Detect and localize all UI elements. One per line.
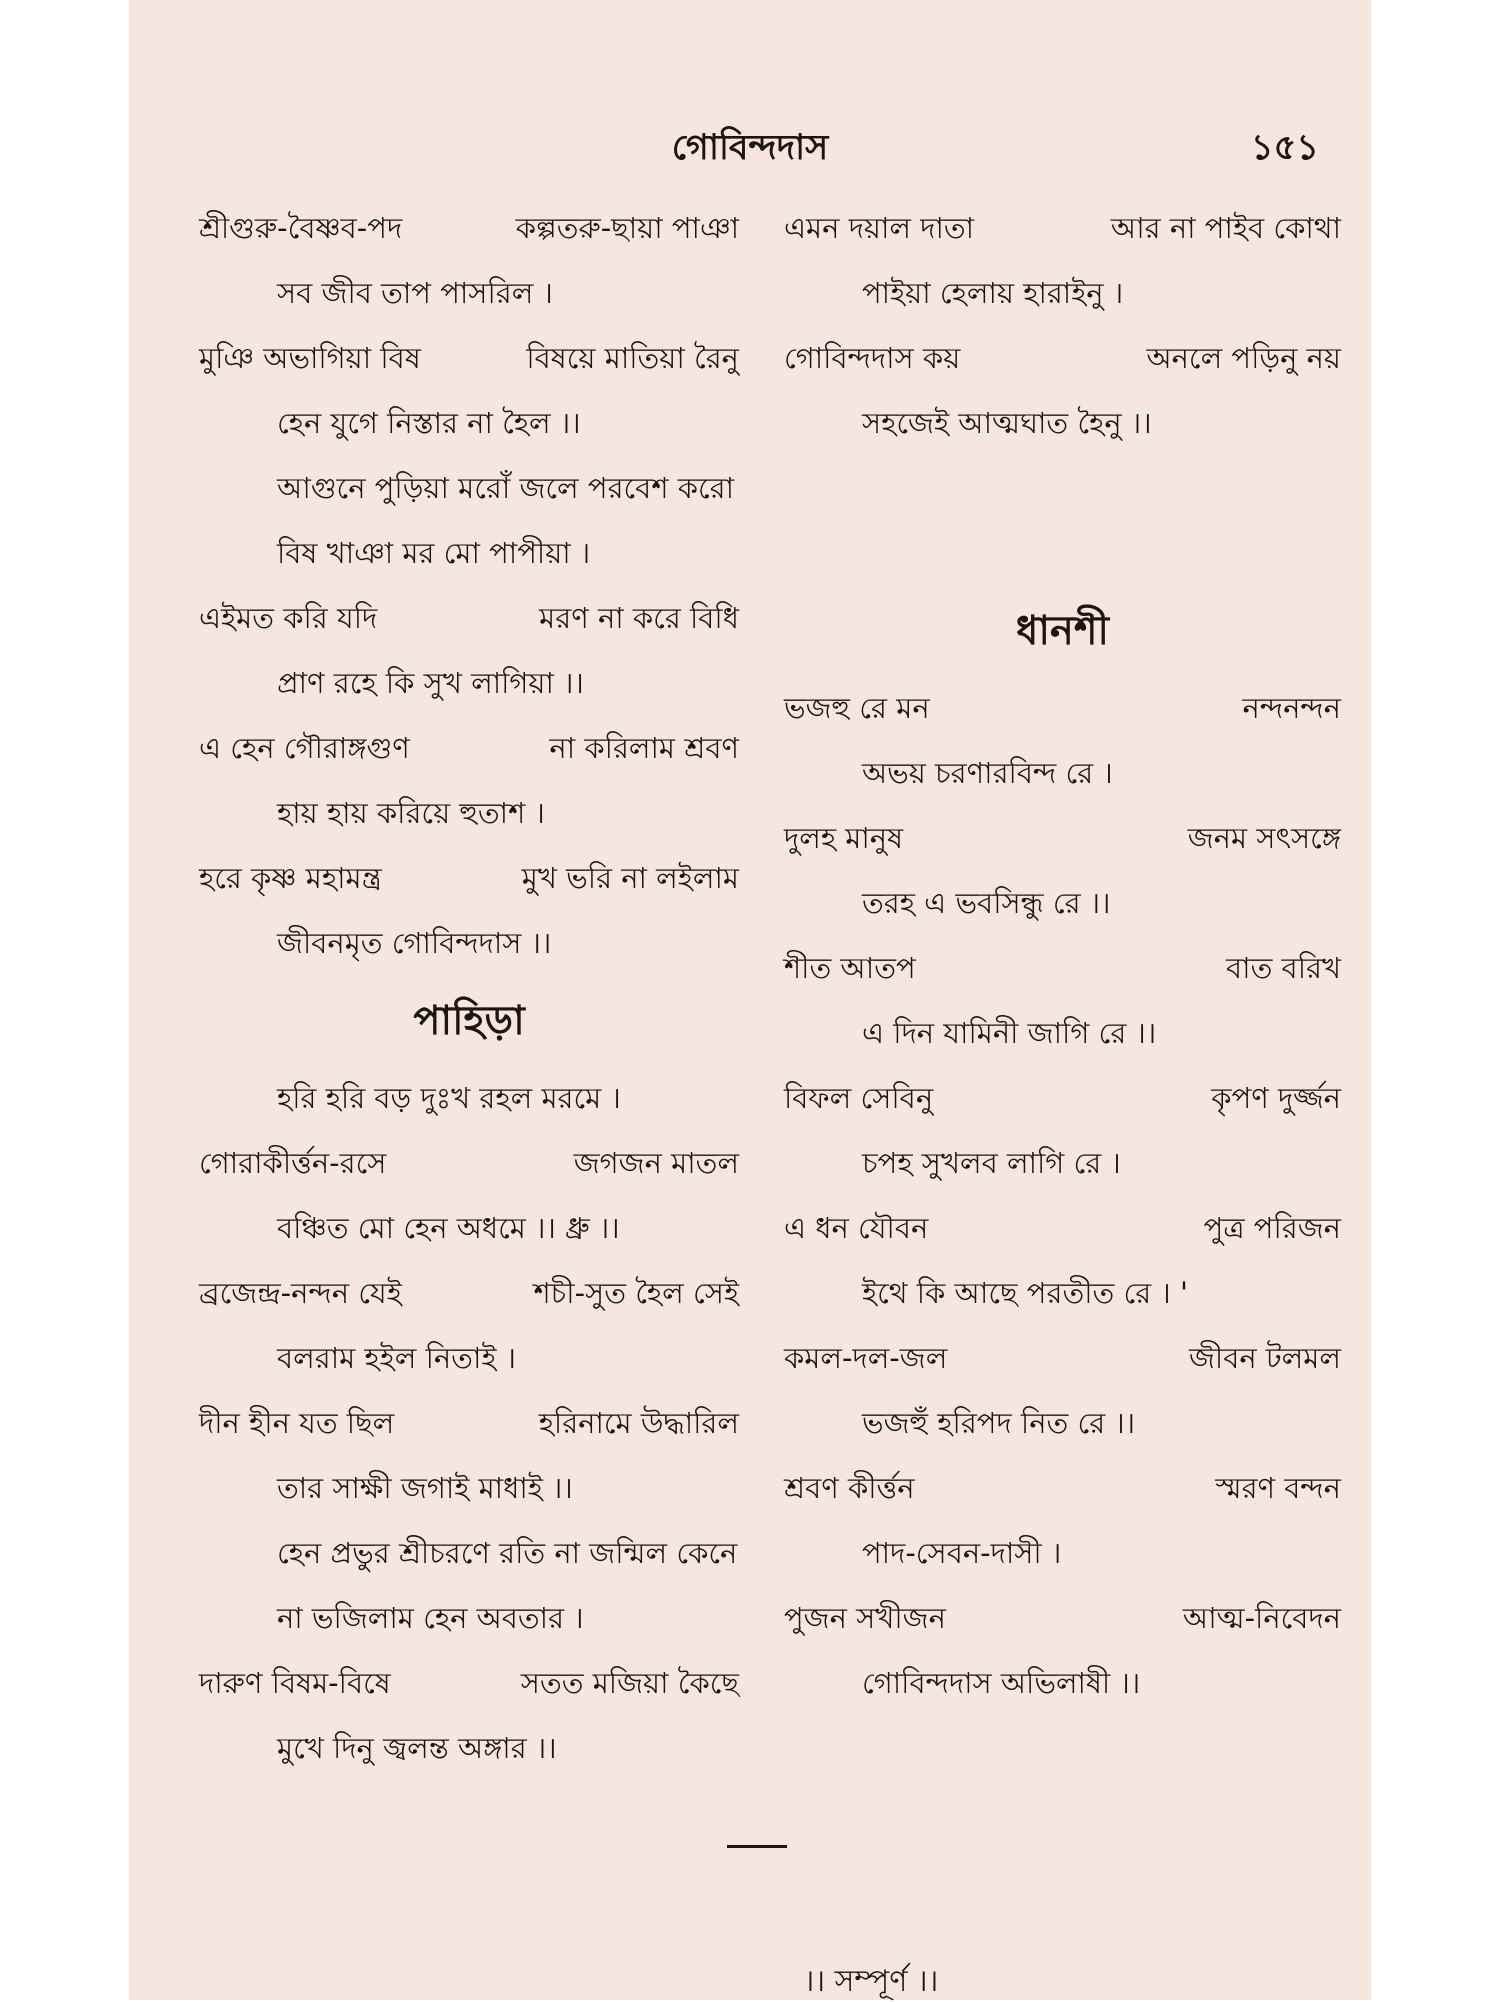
verse-first-half: হরে কৃষ্ণ মহামন্ত্র (199, 861, 382, 895)
verse-text: জীবনমৃত গোবিন্দদাস ।। (277, 926, 552, 960)
verse-line (784, 326, 1341, 391)
verse-line (199, 781, 739, 846)
verse-first-half: মুঞি অভাগিয়া বিষ (199, 341, 421, 375)
verse-line (199, 716, 739, 781)
verse-second-half: সতত মজিয়া কৈছে (520, 1666, 739, 1700)
verse-second-half: হরিনামে উদ্ধারিল (538, 1406, 739, 1440)
verse-text: হেন যুগে নিস্তার না হৈল ।। (277, 406, 581, 440)
verse-text: মুখে দিনু জ্বলন্ত অঙ্গার ।। (277, 1731, 557, 1765)
verse-line (784, 1196, 1341, 1261)
verse-line (199, 586, 739, 651)
verse-second-half: মুখ ভরি না লইলাম (521, 861, 739, 895)
verse-line (784, 196, 1341, 261)
verse-text: আগুনে পুড়িয়া মরোঁ জলে পরবেশ করো (277, 471, 734, 505)
section-heading: ধানশী (1015, 608, 1109, 654)
verse-second-half: নন্দনন্দন (1242, 691, 1341, 725)
verse-line (784, 1066, 1341, 1131)
verse-line (199, 326, 739, 391)
verse-first-half: এইমত করি যদি (199, 601, 378, 635)
verse-first-half: গোরাকীর্ত্তন-রসে (199, 1146, 387, 1180)
verse-text: বঞ্চিত মো হেন অধমে ।। ধ্রু ।। (277, 1211, 620, 1245)
verse-line (199, 196, 739, 261)
verse-line (784, 1456, 1341, 1521)
verse-line (199, 391, 739, 456)
verse-second-half: শচী-সুত হৈল সেই (533, 1276, 739, 1310)
verse-first-half: পুজন সখীজন (784, 1601, 946, 1635)
verse-line (784, 741, 1341, 806)
verse-line (784, 1131, 1341, 1196)
verse-text: তরহ এ ভবসিন্ধু রে ।। (862, 886, 1111, 920)
verse-text: এ দিন যামিনী জাগি রে ।। (862, 1016, 1157, 1050)
verse-text: ভজহুঁ হরিপদ নিত রে ।। (862, 1406, 1136, 1440)
verse-line (199, 521, 739, 586)
verse-line (199, 1716, 739, 1781)
verse-first-half: কমল-দল-জল (784, 1341, 948, 1375)
running-title: গোবিন্দদাস (671, 128, 829, 168)
verse-text: চপহ সুখলব লাগি রে । (862, 1146, 1121, 1180)
verse-second-half: অনলে পড়িনু নয় (1146, 341, 1341, 375)
verse-second-half: জীবন টলমল (1188, 1341, 1341, 1375)
verse-first-half: এ ধন যৌবন (784, 1211, 929, 1245)
verse-second-half: না করিলাম শ্রবণ (549, 731, 739, 765)
verse-second-half: বিষয়ে মাতিয়া রৈনু (526, 341, 739, 375)
verse-line (199, 846, 739, 911)
verse-second-half: আর না পাইব কোথা (1110, 211, 1341, 245)
verse-line (784, 1651, 1341, 1716)
verse-second-half: স্মরণ বন্দন (1215, 1471, 1341, 1505)
book-page (129, 0, 1371, 2000)
verse-second-half: বাত বরিখ (1226, 951, 1341, 985)
verse-second-half: কৃপণ দুর্জ্জন (1211, 1081, 1341, 1115)
verse-line (199, 1651, 739, 1716)
verse-text: বিষ খাঞা মর মো পাপীয়া । (277, 536, 591, 570)
verse-text: গোবিন্দদাস অভিলাষী ।। (862, 1666, 1141, 1700)
verse-second-half: জনম সৎসঙ্গে (1187, 821, 1341, 855)
verse-first-half: বিফল সেবিনু (784, 1081, 934, 1115)
verse-line (199, 1261, 739, 1326)
verse-first-half: দারুণ বিষম-বিষে (199, 1666, 391, 1700)
verse-text: সব জীব তাপ পাসরিল । (277, 276, 553, 310)
verse-text: ইথে কি আছে পরতীত রে । ' (862, 1276, 1188, 1310)
verse-line (199, 261, 739, 326)
left-column (199, 196, 739, 1781)
verse-first-half: এমন দয়াল দাতা (784, 211, 975, 245)
page-number: ১৫১ (1250, 128, 1319, 168)
section-heading: পাহিড়া (413, 998, 525, 1044)
blank-space (784, 521, 1341, 586)
verse-line (784, 391, 1341, 456)
verse-line (784, 261, 1341, 326)
verse-line (199, 1326, 739, 1391)
verse-line (784, 676, 1341, 741)
verse-second-half: আত্ম-নিবেদন (1182, 1601, 1341, 1635)
verse-second-half: জগজন মাতল (573, 1146, 739, 1180)
verse-first-half: শ্রবণ কীর্ত্তন (784, 1471, 915, 1505)
verse-line (784, 1261, 1341, 1326)
verse-line (199, 1521, 739, 1586)
verse-text: তার সাক্ষী জগাই মাধাই ।। (277, 1471, 573, 1505)
verse-second-half: মরণ না করে বিধি (539, 601, 739, 635)
verse-first-half: এ হেন গৌরাঙ্গগুণ (199, 731, 410, 765)
verse-line (199, 911, 739, 976)
verse-line (199, 1586, 739, 1651)
verse-line (784, 871, 1341, 936)
verse-first-half: দীন হীন যত ছিল (199, 1406, 395, 1440)
verse-line (199, 1456, 739, 1521)
verse-line (784, 1521, 1341, 1586)
verse-first-half: শ্রীগুরু-বৈষ্ণব-পদ (199, 211, 403, 245)
verse-first-half: ভজহু রে মন (784, 691, 930, 725)
verse-second-half: কল্পতরু-ছায়া পাঞা (515, 211, 739, 245)
page-header (129, 112, 1371, 172)
verse-line (784, 1326, 1341, 1391)
blank-space (784, 456, 1341, 521)
verse-text: অভয় চরণারবিন্দ রে । (862, 756, 1113, 790)
verse-text: বলরাম হইল নিতাই । (277, 1341, 517, 1375)
verse-line (199, 1131, 739, 1196)
verse-line (784, 806, 1341, 871)
verse-line (784, 1391, 1341, 1456)
verse-text: হায় হায় করিয়ে হুতাশ । (277, 796, 545, 830)
verse-line (199, 456, 739, 521)
verse-text: পাদ-সেবন-দাসী । (862, 1536, 1062, 1570)
verse-line (199, 1066, 739, 1131)
verse-line (199, 1196, 739, 1261)
verse-line (784, 1586, 1341, 1651)
verse-text: হরি হরি বড় দুঃখ রহল মরমে । (277, 1081, 621, 1115)
section-divider-dash (727, 1845, 787, 1848)
right-column (784, 196, 1341, 1716)
end-mark: ।। সম্পূর্ণ ।। (803, 1964, 939, 1999)
verse-first-half: শীত আতপ (784, 951, 916, 985)
verse-first-half: গোবিন্দদাস কয় (784, 341, 961, 375)
verse-line (199, 1391, 739, 1456)
verse-line (784, 1001, 1341, 1066)
verse-first-half: দুলহ মানুষ (784, 821, 904, 855)
verse-text: পাইয়া হেলায় হারাইনু । (862, 276, 1124, 310)
verse-text: প্রাণ রহে কি সুখ লাগিয়া ।। (277, 666, 584, 700)
verse-line (784, 936, 1341, 1001)
verse-first-half: ব্রজেন্দ্র-নন্দন যেই (199, 1276, 402, 1310)
verse-second-half: পুত্র পরিজন (1203, 1211, 1341, 1245)
verse-text: হেন প্রভুর শ্রীচরণে রতি না জন্মিল কেনে (277, 1536, 738, 1570)
verse-text: না ভজিলাম হেন অবতার । (277, 1601, 584, 1635)
verse-line (199, 651, 739, 716)
verse-text: সহজেই আত্মঘাত হৈনু ।। (862, 406, 1152, 440)
